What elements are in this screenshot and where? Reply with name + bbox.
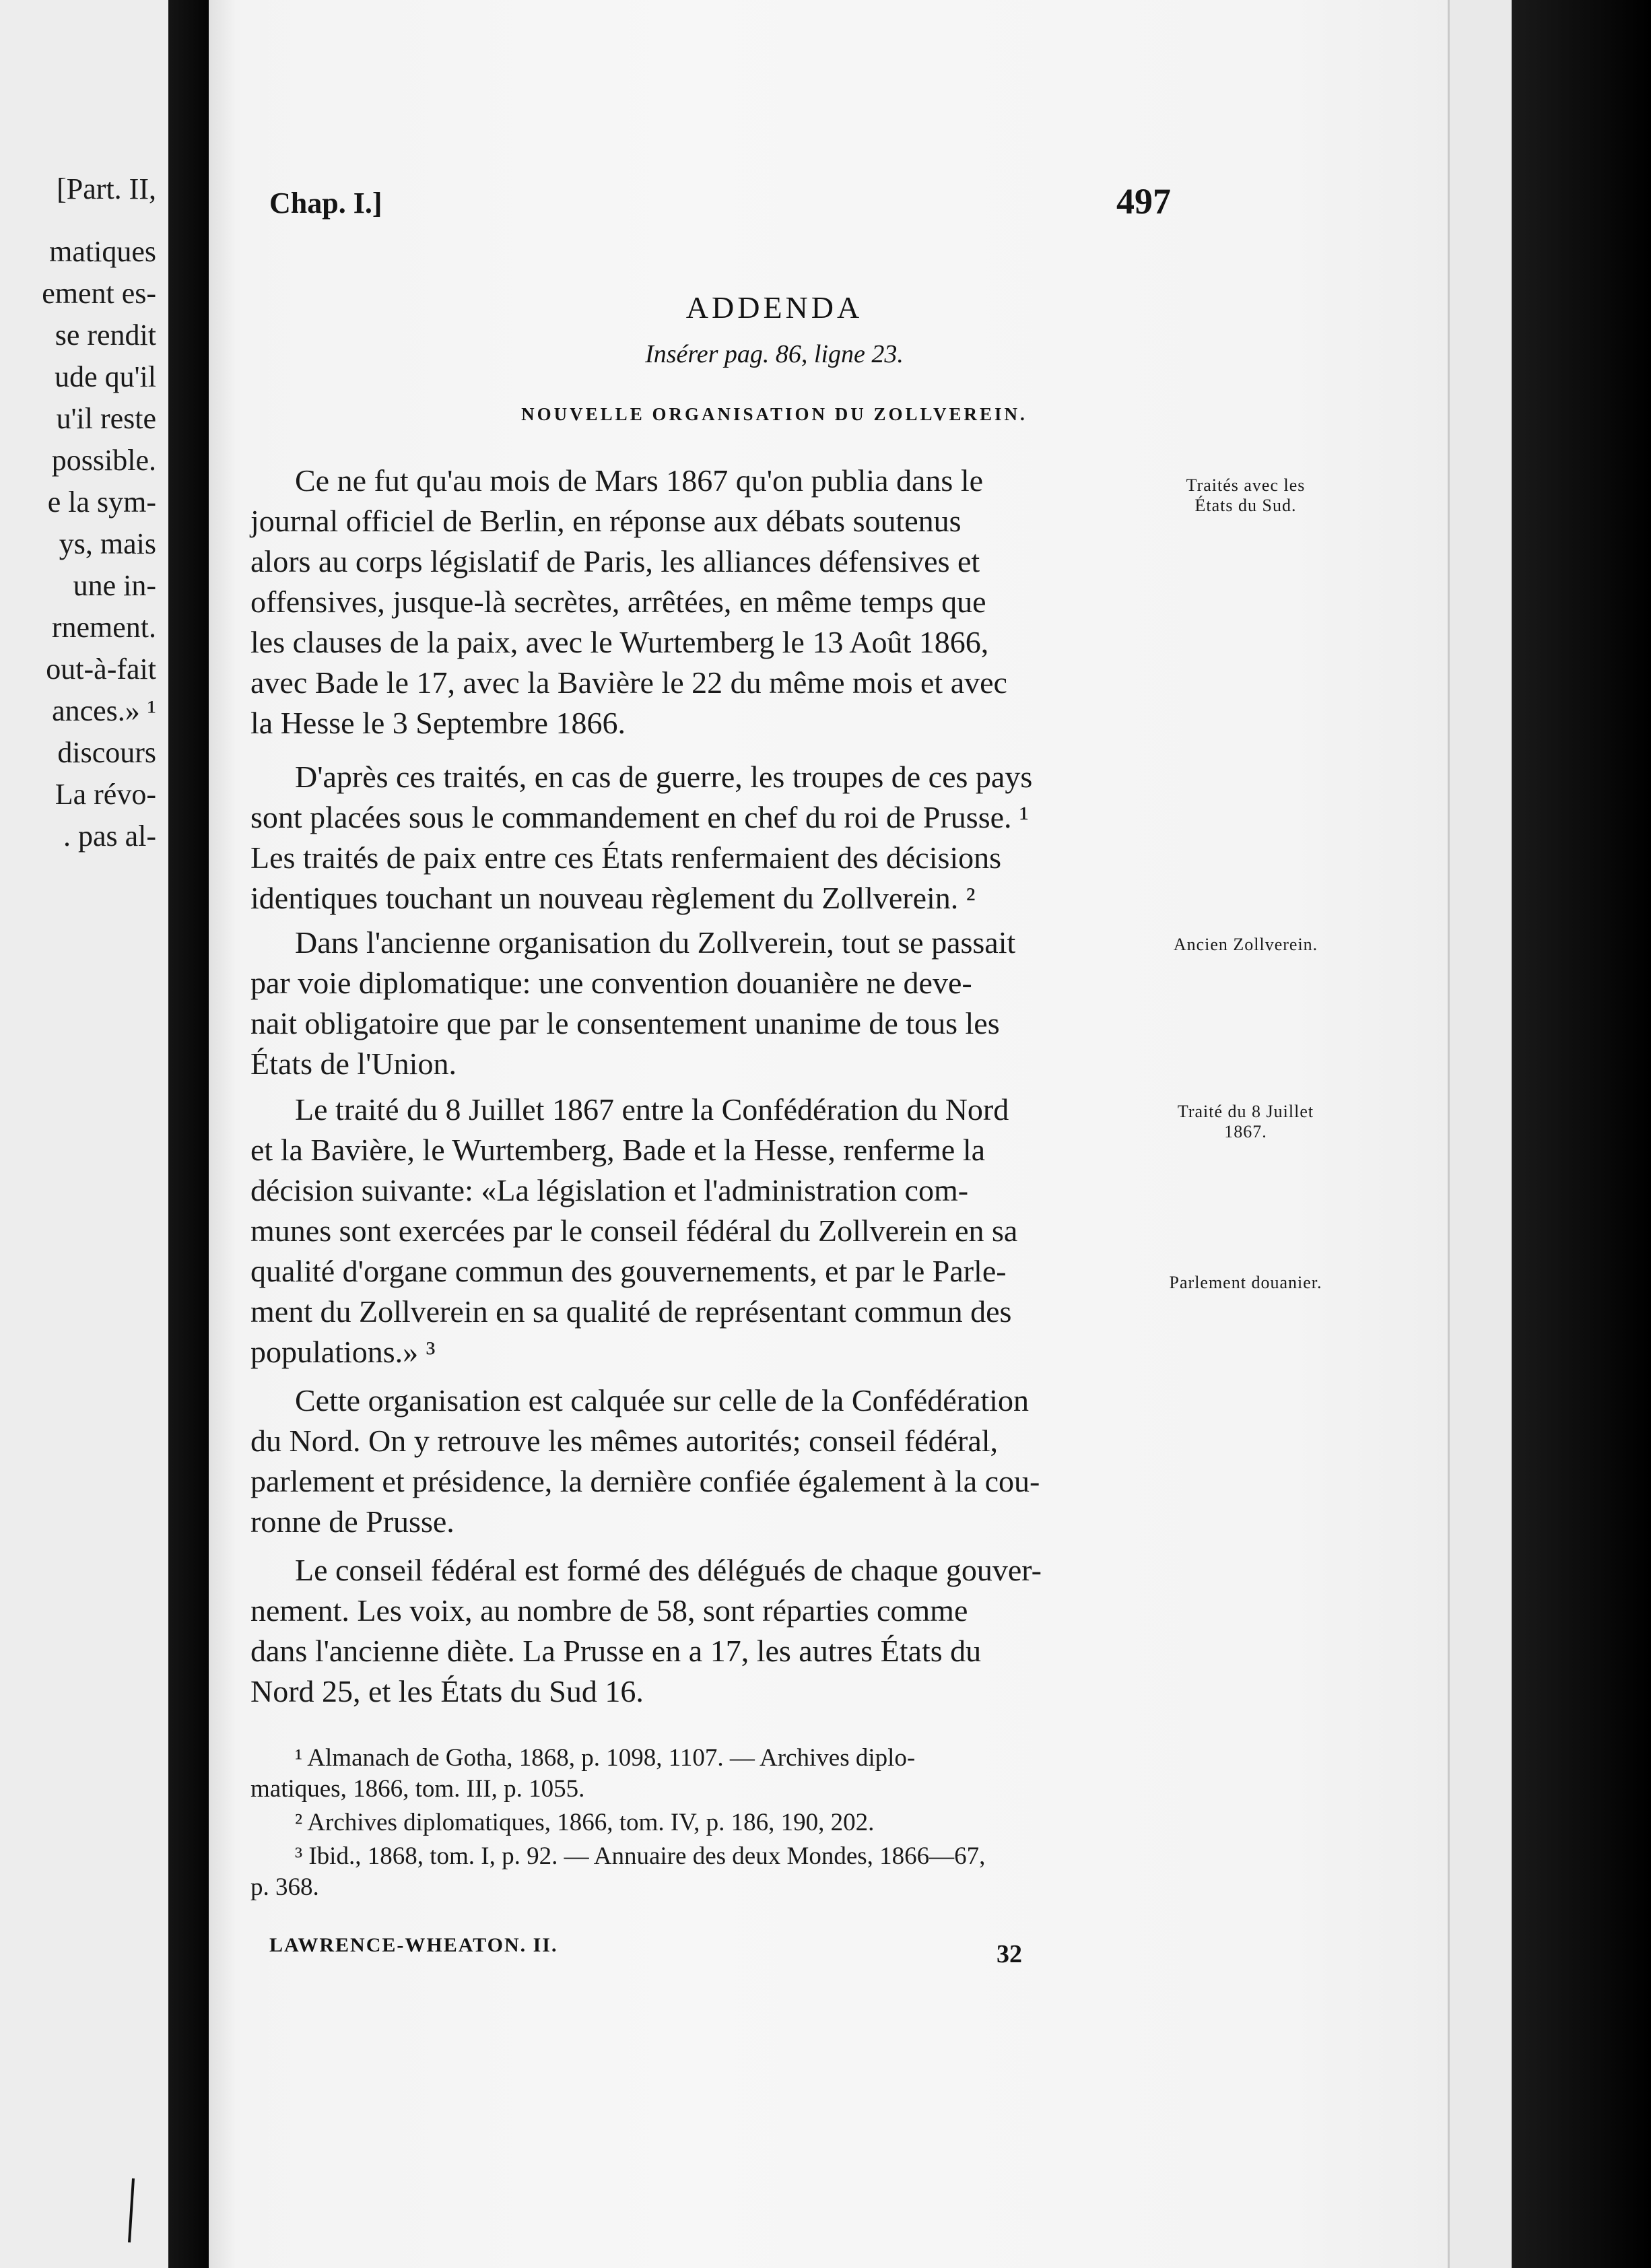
- body-line: nement. Les voix, au nombre de 58, sont réparties comme: [250, 1593, 968, 1628]
- left-page-line: . pas al-: [63, 820, 156, 853]
- body-line: ronne de Prusse.: [250, 1504, 454, 1539]
- page-title: ADDENDA: [685, 290, 863, 325]
- pencil-mark: [121, 2175, 141, 2249]
- section-heading: NOUVELLE ORGANISATION DU ZOLLVEREIN.: [521, 404, 1027, 424]
- scan-background: [1512, 0, 1651, 2268]
- body-line: munes sont exercées par le conseil fédéral du Zollverein en sa: [250, 1213, 1018, 1248]
- margin-note: Parlement douanier.: [1169, 1273, 1322, 1292]
- book-gutter: [168, 0, 209, 2268]
- footnote-line: matiques, 1866, tom. III, p. 1055.: [250, 1775, 585, 1803]
- left-page-line: ude qu'il: [55, 360, 156, 393]
- body-line: Nord 25, et les États du Sud 16.: [250, 1674, 644, 1708]
- body-line: journal officiel de Berlin, en réponse aux débats soutenus: [250, 504, 962, 538]
- left-page-line: out-à-fait: [46, 653, 156, 686]
- signature-mark: LAWRENCE-WHEATON. II.: [269, 1934, 558, 1956]
- left-page-line: ances.» ¹: [52, 694, 156, 727]
- body-line: Dans l'ancienne organisation du Zollverein, tout se passait: [295, 925, 1016, 960]
- margin-note: Traités avec les États du Sud.: [1186, 475, 1306, 515]
- left-page-line: se rendit: [55, 319, 156, 352]
- left-page-line: e la sym-: [47, 486, 156, 519]
- body-line: décision suivante: «La législation et l'administration com-: [250, 1173, 969, 1207]
- body-line: sont placées sous le commandement en chef du roi de Prusse. ¹: [250, 800, 1029, 834]
- body-line: États de l'Union.: [250, 1046, 457, 1081]
- body-line: parlement et présidence, la dernière confiée également à la cou-: [250, 1464, 1040, 1498]
- body-line: identiques touchant un nouveau règlement du Zollverein. ²: [250, 881, 976, 915]
- body-line: alors au corps législatif de Paris, les alliances défensives et: [250, 544, 980, 578]
- body-line: la Hesse le 3 Septembre 1866.: [250, 706, 626, 740]
- main-page: [209, 0, 1512, 2268]
- footnote-line: ³ Ibid., 1868, tom. I, p. 92. — Annuaire des deux Mondes, 1866—67,: [295, 1842, 986, 1870]
- page-edge: [1468, 0, 1493, 2268]
- margin-note: Ancien Zollverein.: [1173, 935, 1318, 954]
- sheet-number: 32: [997, 1940, 1022, 1968]
- body-line: dans l'ancienne diète. La Prusse en a 17, les autres États du: [250, 1634, 982, 1668]
- running-header-chapter: Chap. I.]: [269, 187, 382, 220]
- body-line: nait obligatoire que par le consentement unanime de tous les: [250, 1006, 1000, 1040]
- left-page-line: u'il reste: [56, 402, 156, 435]
- body-line: Le traité du 8 Juillet 1867 entre la Confédération du Nord: [295, 1092, 1009, 1127]
- footnote-line: ² Archives diplomatiques, 1866, tom. IV, p. 186, 190, 202.: [295, 1809, 875, 1836]
- left-page-line: possible.: [51, 444, 156, 477]
- body-line: du Nord. On y retrouve les mêmes autorités; conseil fédéral,: [250, 1424, 999, 1458]
- body-line: populations.» ³: [250, 1335, 436, 1369]
- body-line: les clauses de la paix, avec le Wurtemberg le 13 Août 1866,: [250, 625, 989, 659]
- body-line: Le conseil fédéral est formé des délégués de chaque gouver-: [295, 1553, 1042, 1587]
- left-page-line: ys, mais: [59, 527, 156, 560]
- footnote-line: ¹ Almanach de Gotha, 1868, p. 1098, 1107. — Archives diplo-: [295, 1744, 916, 1772]
- left-page-line: La révo-: [55, 778, 156, 811]
- left-page-line: [Part. II,: [57, 172, 156, 205]
- body-line: et la Bavière, le Wurtemberg, Bade et la Hesse, renferme la: [250, 1133, 986, 1167]
- body-line: offensives, jusque-là secrètes, arrêtées, en même temps que: [250, 585, 986, 619]
- body-line: avec Bade le 17, avec la Bavière le 22 du même mois et avec: [250, 665, 1007, 700]
- left-page-line: matiques: [49, 235, 156, 268]
- page-edge: [1448, 0, 1470, 2268]
- left-page-line: rnement.: [51, 611, 156, 644]
- left-page-line: discours: [57, 736, 156, 769]
- page-subtitle: Insérer pag. 86, ligne 23.: [645, 340, 904, 368]
- body-line: ment du Zollverein en sa qualité de représentant commun des: [250, 1294, 1012, 1329]
- footnote-line: p. 368.: [250, 1873, 319, 1901]
- body-line: qualité d'organe commun des gouvernements, et par le Parle-: [250, 1254, 1007, 1288]
- left-page-line: ement es-: [42, 277, 156, 310]
- margin-note: Traité du 8 Juillet 1867.: [1177, 1102, 1314, 1141]
- page-edge: [1491, 0, 1514, 2268]
- left-facing-page: [0, 0, 168, 2268]
- left-page-line: une in-: [73, 569, 156, 602]
- body-line: par voie diplomatique: une convention douanière ne deve-: [250, 966, 972, 1000]
- body-line: Les traités de paix entre ces États renfermaient des décisions: [250, 840, 1002, 875]
- page-number: 497: [1116, 181, 1171, 222]
- body-line: Ce ne fut qu'au mois de Mars 1867 qu'on publia dans le: [295, 463, 984, 498]
- body-line: D'après ces traités, en cas de guerre, les troupes de ces pays: [295, 760, 1033, 794]
- body-line: Cette organisation est calquée sur celle de la Confédération: [295, 1383, 1029, 1418]
